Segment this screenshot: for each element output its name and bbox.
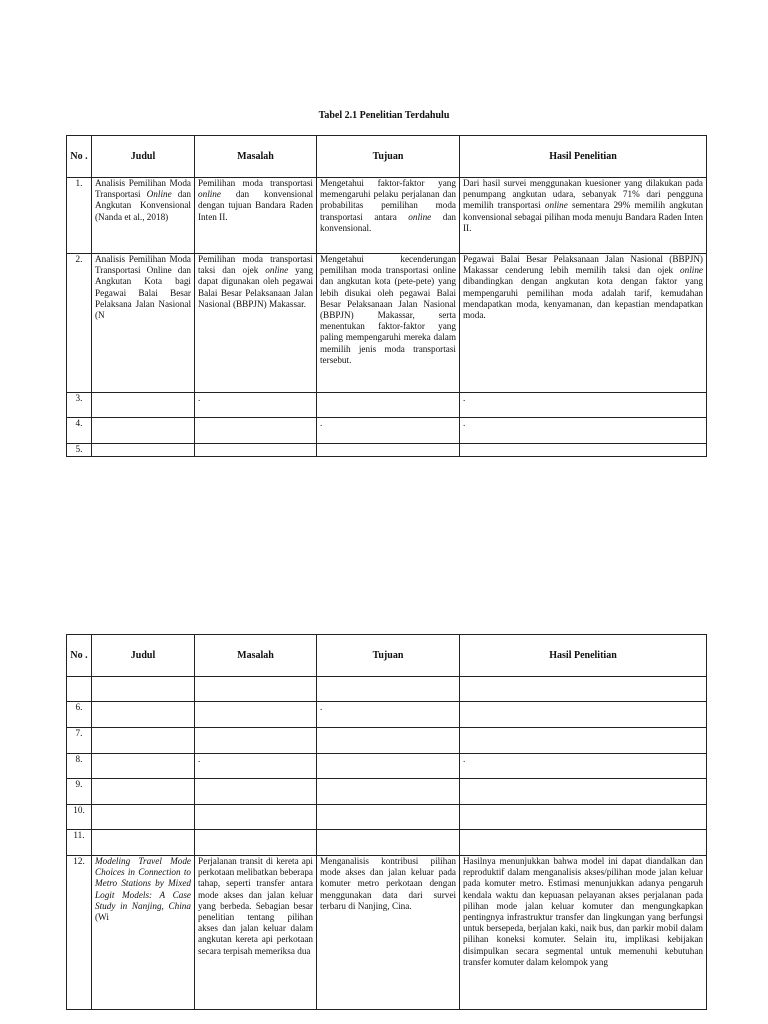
cell-judul [92, 728, 195, 754]
cell-hasil [460, 677, 707, 702]
cell-masalah: Pemilihan moda transportasi online dan konvensional dengan tujuan Bandara Raden Inten II. [195, 178, 317, 254]
table-row [67, 830, 707, 856]
table-row [67, 805, 707, 830]
cell-masalah: . [195, 754, 317, 779]
cell-hasil: Pegawai Balai Besar Pelaksanaan Jalan Nasional (BBPJN) Makassar cenderung lebih memilih taksi dan ojek online dibandingkan dengan angkutan kota dengan faktor yang mempengaruhi pemilihan moda adalah tarif, kemudahan mendapatkan moda, kenyamanan, dan kepastian mendapatkan moda. [460, 254, 707, 393]
cell-no: 5. [67, 444, 92, 457]
research-table-1 [66, 135, 707, 457]
cell-no: 2. [67, 254, 92, 393]
cell-no: 12. [67, 856, 92, 1010]
cell-no: 6. [67, 702, 92, 728]
cell-no: 3. [67, 393, 92, 418]
header-hasil: Hasil Penelitian [460, 136, 707, 178]
cell-masalah: Perjalanan transit di kereta api perkotaan melibatkan beberapa tahap, seperti transfer antara mode akses dan jalan keluar yang berbeda. Sebagian besar penelitian tentang pilihan akses dan jalan keluar dalam angkutan kereta api perkotaan secara terpisah memeriksa dua [195, 856, 317, 1010]
header-masalah: Masalah [195, 136, 317, 178]
cell-judul [92, 805, 195, 830]
cell-tujuan [317, 830, 460, 856]
cell-judul [92, 444, 195, 457]
cell-tujuan [317, 728, 460, 754]
cell-judul [92, 779, 195, 805]
cell-hasil: . [460, 754, 707, 779]
cell-hasil [460, 830, 707, 856]
header-masalah: Masalah [195, 635, 317, 677]
cell-hasil: Dari hasil survei menggunakan kuesioner yang dilakukan pada penumpang angkutan udara, sebanyak 71% dari pengguna memilih transportasi online sementara 29% memilih angkutan konvensional sebagai pilihan moda menuju Bandara Raden Inten II. [460, 178, 707, 254]
cell-tujuan [317, 393, 460, 418]
cell-no: 4. [67, 418, 92, 444]
cell-masalah [195, 418, 317, 444]
table-row [67, 178, 707, 254]
header-no: No . [67, 635, 92, 677]
cell-masalah [195, 779, 317, 805]
cell-tujuan [317, 779, 460, 805]
table-row [67, 254, 707, 393]
cell-masalah: Pemilihan moda transportasi taksi dan ojek online yang dapat digunakan oleh pegawai Balai Besar Pelaksanaan Jalan Nasional (BBPJN) Makassar. [195, 254, 317, 393]
cell-masalah: . [195, 393, 317, 418]
cell-masalah [195, 702, 317, 728]
table-row [67, 856, 707, 1010]
cell-hasil [460, 728, 707, 754]
cell-no: 8. [67, 754, 92, 779]
cell-hasil [460, 779, 707, 805]
cell-judul: Modeling Travel Mode Choices in Connection to Metro Stations by Mixed Logit Models: A Case Study in Nanjing, China (Wi [92, 856, 195, 1010]
cell-tujuan [317, 677, 460, 702]
cell-hasil [460, 805, 707, 830]
cell-masalah [195, 830, 317, 856]
cell-masalah [195, 677, 317, 702]
cell-tujuan: . [317, 418, 460, 444]
header-hasil: Hasil Penelitian [460, 635, 707, 677]
cell-judul: Analisis Pemilihan Moda Transportasi Online dan Angkutan Kota bagi Pegawai Balai Besar Pelaksana Jalan Nasional (N [92, 254, 195, 393]
research-table-2 [66, 634, 707, 1010]
cell-no [67, 677, 92, 702]
cell-tujuan: . [317, 702, 460, 728]
cell-judul [92, 393, 195, 418]
cell-no: 9. [67, 779, 92, 805]
header-judul: Judul [92, 635, 195, 677]
table-row [67, 779, 707, 805]
cell-judul [92, 830, 195, 856]
cell-hasil [460, 444, 707, 457]
cell-judul [92, 702, 195, 728]
header-judul: Judul [92, 136, 195, 178]
cell-tujuan: Menganalisis kontribusi pilihan mode akses dan jalan keluar pada komuter metro perkotaan dengan menggunakan data dari survei terbaru di Nanjing, Cina. [317, 856, 460, 1010]
table-header-row [67, 635, 707, 677]
cell-no: 7. [67, 728, 92, 754]
cell-judul [92, 754, 195, 779]
cell-tujuan: Mengetahui faktor-faktor yang memengaruhi pelaku perjalanan dan probabilitas pemilihan moda transportasi antara online dan konvensional. [317, 178, 460, 254]
table-row [67, 444, 707, 457]
cell-hasil: . [460, 418, 707, 444]
header-tujuan: Tujuan [317, 136, 460, 178]
cell-no: 1. [67, 178, 92, 254]
table-header-row [67, 136, 707, 178]
cell-masalah [195, 728, 317, 754]
cell-masalah [195, 805, 317, 830]
cell-no: 10. [67, 805, 92, 830]
cell-tujuan [317, 754, 460, 779]
cell-masalah [195, 444, 317, 457]
header-tujuan: Tujuan [317, 635, 460, 677]
cell-judul [92, 677, 195, 702]
header-no: No . [67, 136, 92, 178]
cell-hasil [460, 702, 707, 728]
cell-hasil: . [460, 393, 707, 418]
cell-tujuan: Mengetahui kecenderungan pemilihan moda transportasi online dan angkutan kota (pete-pete) yang lebih disukai oleh pegawai Balai Besar Pelaksanaan Jalan Nasional (BBPJN) Makassar, serta menentukan faktor-faktor yang paling mempengaruhi mereka dalam memilih jenis moda transportasi tersebut. [317, 254, 460, 393]
cell-judul [92, 418, 195, 444]
cell-tujuan [317, 805, 460, 830]
table-row [67, 677, 707, 702]
table-row [67, 702, 707, 728]
cell-no: 11. [67, 830, 92, 856]
table-row [67, 728, 707, 754]
table-row [67, 754, 707, 779]
cell-hasil: Hasilnya menunjukkan bahwa model ini dapat diandalkan dan reproduktif dalam menganalisis akses/pilihan mode jalan keluar pada komuter metro. Estimasi menunjukkan adanya pengaruh kendala waktu dan kepuasan pelayanan akses perjalanan pada pilihan mode jalan keluar komuter dan mengungkapkan pentingnya infrastruktur transfer dan lingkungan yang berfungsi untuk bersepeda, berjalan kaki, naik bus, dan parkir mobil dalam pilihan koneksi komuter. Selain itu, implikasi kebijakan disimpulkan secara segmental untuk memenuhi kebutuhan transfer komuter dalam kelompok yang [460, 856, 707, 1010]
table-row [67, 393, 707, 418]
cell-judul: Analisis Pemilihan Moda Transportasi Online dan Angkutan Konvensional (Nanda et al., 2018) [92, 178, 195, 254]
table-caption: Tabel 2.1 Penelitian Terdahulu [318, 110, 450, 121]
cell-tujuan [317, 444, 460, 457]
table-row [67, 418, 707, 444]
